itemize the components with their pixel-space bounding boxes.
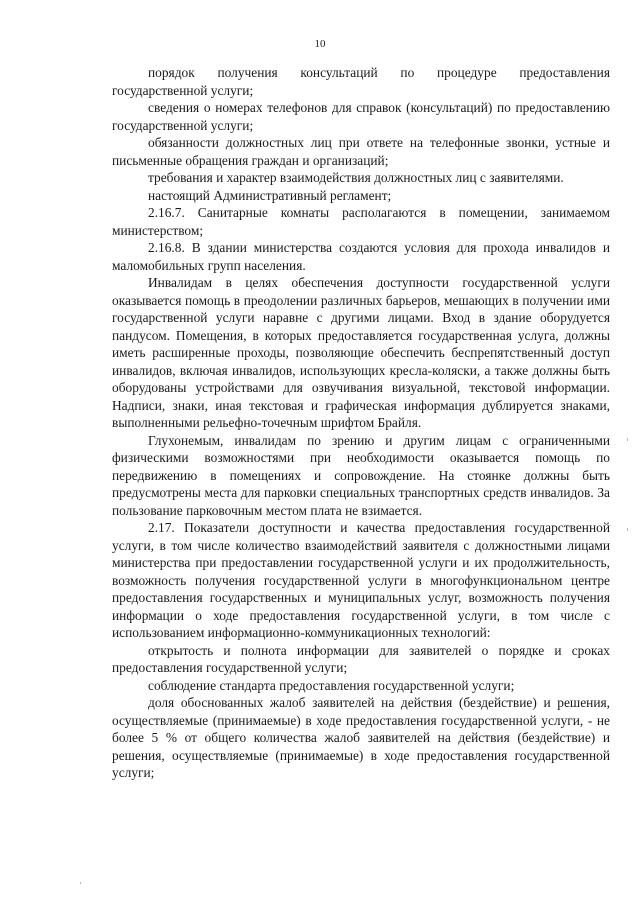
paragraph: Глухонемым, инвалидам по зрению и другим лицам с ограниченными физическими возможностями при необходимости оказывается помощь по передвижению в помещениях и сопровождение. На стоянке должны быть предусмотрены места для парковки специальных транспортных средств инвалидов. За пользование парковочным местом плата не взимается. [112, 432, 610, 518]
paragraph: открытость и полнота информации для заявителей о порядке и сроках предоставления государственной услуги; [112, 642, 610, 675]
paragraph: порядок получения консультаций по процедуре предоставления государственной услуги; [112, 65, 610, 98]
paragraph: настоящий Административный регламент; [148, 187, 392, 203]
paragraph: доля обоснованных жалоб заявителей на действия (бездействие) и решения, осуществляемые (принимаемые) в ходе предоставления государственной услуги, - не более 5 % от общего количества жалоб заявителей на действия (бездействие) и решения, осуществляемые (принимаемые) в ходе предоставления государственной услуги; [112, 695, 610, 780]
page-number: 10 [314, 38, 326, 50]
document-body [112, 64, 610, 782]
paragraph: сведения о номерах телефонов для справок (консультаций) по предоставлению государственной услуги; [112, 100, 610, 133]
paragraph: 2.16.7. Санитарные комнаты располагаются в помещении, занимаемом министерством; [112, 205, 610, 238]
paragraph: 2.16.8. В здании министерства создаются условия для прохода инвалидов и маломобильных групп населения. [112, 240, 610, 273]
paragraph: соблюдение стандарта предоставления государственной услуги; [148, 677, 515, 693]
scan-speck [627, 438, 628, 441]
paragraph: требования и характер взаимодействия должностных лиц с заявителями. [148, 170, 564, 185]
scan-speck [80, 882, 81, 884]
paragraph: 2.17. Показатели доступности и качества предоставления государственной услуги, в том числе количество взаимодействий заявителя с должностными лицами министерства при предоставлении государственной услуги и их продолжительность, возможность получения государственной услуги в многофункциональном центре предоставления государственных и муниципальных услуг, возможность получения информации о ходе предоставления государственной услуги, в том числе с использованием информационно-коммуникационных технологий: [112, 520, 610, 640]
scan-speck [627, 528, 628, 531]
paragraph: Инвалидам в целях обеспечения доступности государственной услуги оказывается помощь в преодолении различных барьеров, мешающих в получении ими государственной услуги наравне с другими лицами. Вход в здание оборудуется пандусом. Помещения, в которых предоставляется государственная услуга, должны иметь расширенные проходы, позволяющие обеспечить беспрепятственный доступ инвалидов, включая инвалидов, использующих кресла-коляски, а также должны быть оборудованы устройствами для озвучивания визуальной, текстовой информации. Надписи, знаки, иная текстовая и графическая информация дублируется знаками, выполненными рельефно-точечным шрифтом Брайля. [112, 275, 610, 430]
paragraph: обязанности должностных лиц при ответе на телефонные звонки, устные и письменные обращения граждан и организаций; [112, 135, 610, 168]
